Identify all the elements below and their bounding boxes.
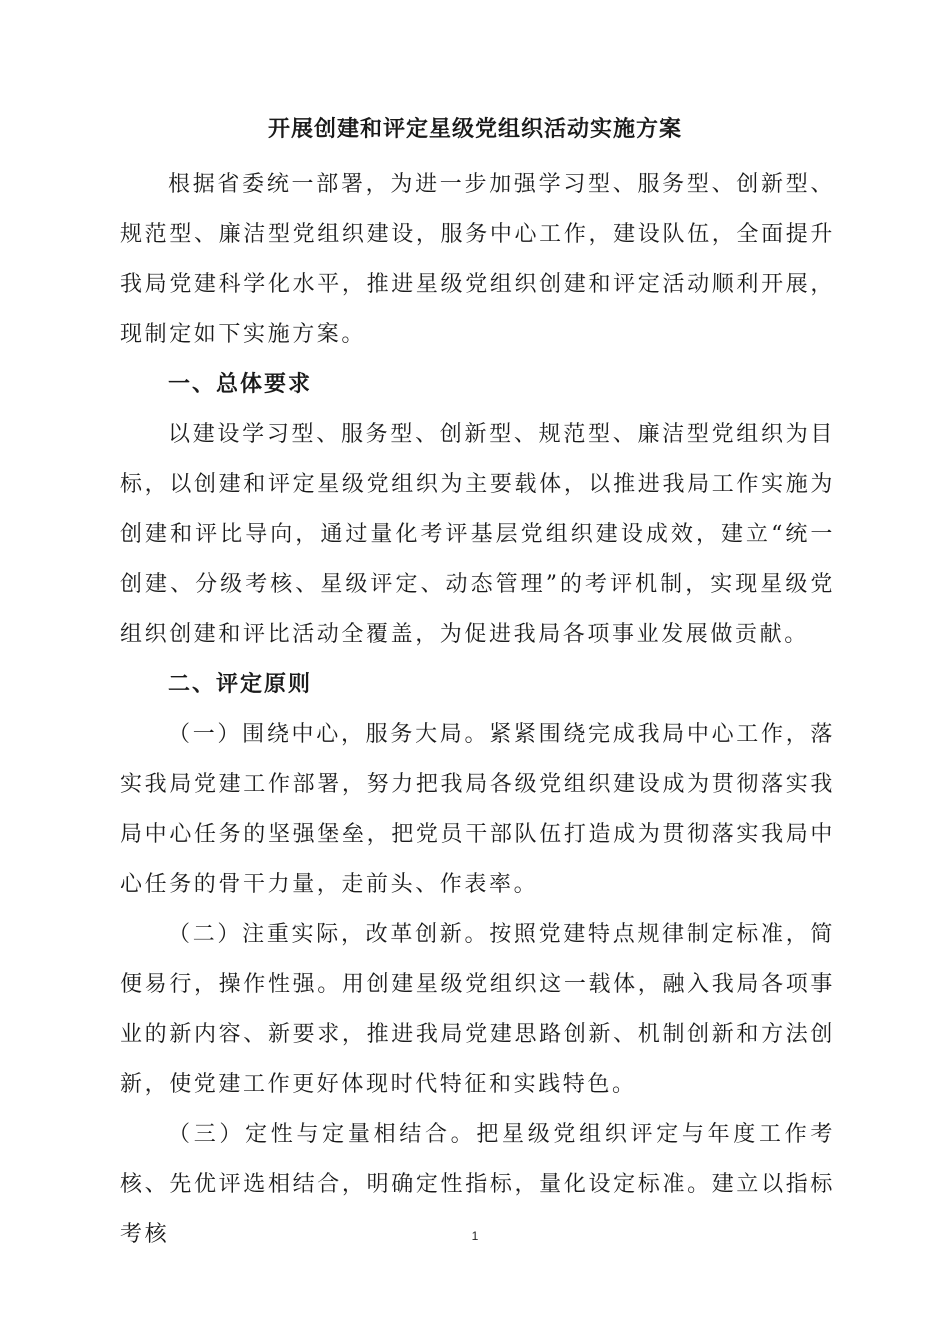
section-heading-general-requirements: 一、总体要求 — [168, 372, 313, 397]
intro-paragraph: 根据省委统一部署，为进一步加强学习型、服务型、创新型、规范型、廉洁型党组织建设，服务中心工作，建设队伍，全面提升我局党建科学化水平，推进星级党组织创建和评定活动顺利开展，现制定如下实施方案。 — [120, 172, 835, 347]
document-body — [120, 160, 835, 1260]
page-number: 1 — [471, 1229, 479, 1243]
principle-paragraph-3: （三）定性与定量相结合。把星级党组织评定与年度工作考核、先优评选相结合，明确定性指标，量化设定标准。建立以指标考核 — [120, 1122, 835, 1247]
principle-paragraph-1: （一）围绕中心，服务大局。紧紧围绕完成我局中心工作，落实我局党建工作部署，努力把我局各级党组织建设成为贯彻落实我局中心任务的坚强堡垒，把党员干部队伍打造成为贯彻落实我局中心任务的骨干力量，走前头、作表率。 — [120, 722, 835, 897]
document-title: 开展创建和评定星级党组织活动实施方案 — [267, 117, 682, 142]
section-heading-evaluation-principles: 二、评定原则 — [168, 672, 313, 697]
general-requirements-paragraph: 以建设学习型、服务型、创新型、规范型、廉洁型党组织为目标，以创建和评定星级党组织为主要载体，以推进我局工作实施为创建和评比导向，通过量化考评基层党组织建设成效，建立“统一创建、分级考核、星级评定、动态管理”的考评机制，实现星级党组织创建和评比活动全覆盖，为促进我局各项事业发展做贡献。 — [120, 422, 835, 647]
principle-paragraph-2: （二）注重实际，改革创新。按照党建特点规律制定标准，简便易行，操作性强。用创建星级党组织这一载体，融入我局各项事业的新内容、新要求，推进我局党建思路创新、机制创新和方法创新，使党建工作更好体现时代特征和实践特色。 — [120, 922, 835, 1097]
